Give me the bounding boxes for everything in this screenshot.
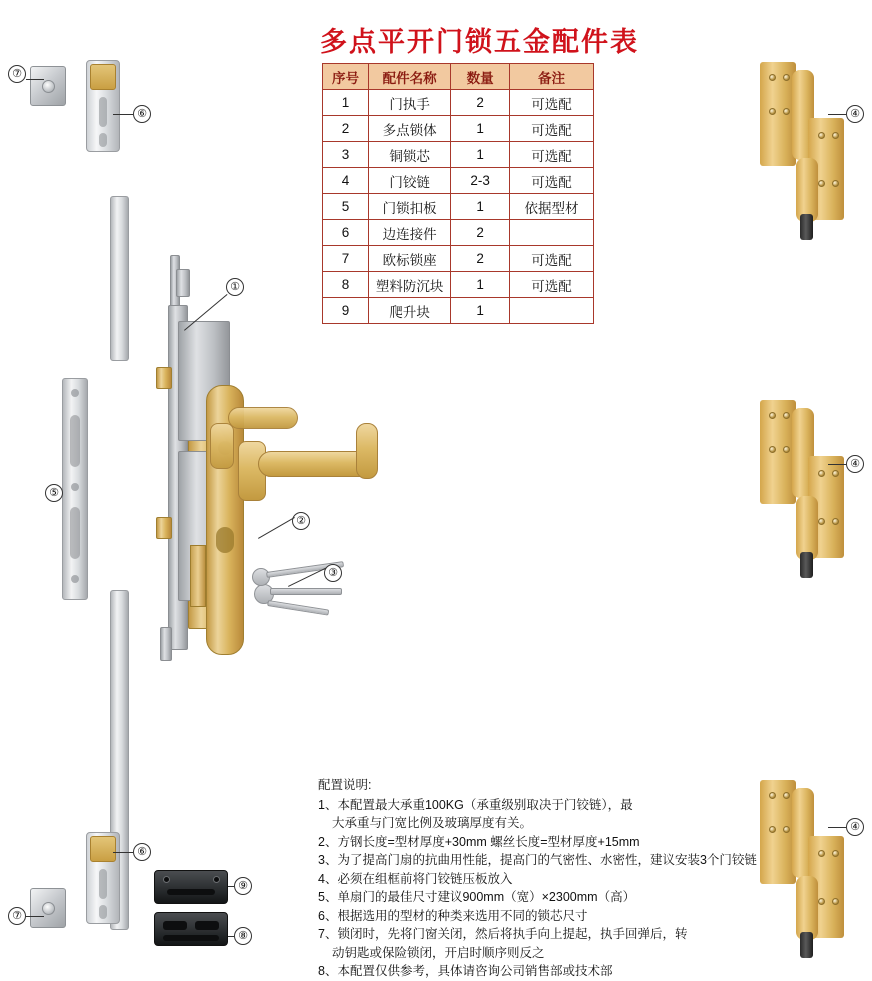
callout-4-top: ④: [846, 105, 864, 123]
hinge-screw: [769, 826, 776, 833]
hinge-screw: [832, 518, 839, 525]
hinge-screw: [818, 850, 825, 857]
connector-slot: [99, 133, 107, 147]
cell-qty: 2-3: [451, 168, 510, 194]
notes-heading: 配置说明:: [318, 778, 372, 792]
callout-6-bottom: ⑥: [133, 843, 151, 861]
euro-lock-seat: [30, 66, 66, 106]
hinge-pin: [800, 214, 813, 240]
strike-hole: [71, 389, 79, 397]
hinge-leaf-left: [760, 62, 796, 166]
door-hinge-bottom: [752, 780, 862, 955]
cell-qty: 1: [451, 298, 510, 324]
callout-3: ③: [324, 564, 342, 582]
cell-index: 3: [323, 142, 369, 168]
hinge-screw: [818, 132, 825, 139]
cell-index: 2: [323, 116, 369, 142]
leader-line: [113, 114, 133, 115]
notes-line-6: 6、根据选用的型材的种类来选用不同的锁芯尺寸: [318, 908, 588, 923]
hinge-pin: [800, 552, 813, 578]
table-row: [323, 90, 594, 116]
hinge-screw: [783, 826, 790, 833]
cell-name: 边连接件: [369, 220, 451, 246]
escutcheon-keyhole: [216, 527, 234, 553]
callout-4-middle: ④: [846, 455, 864, 473]
cell-note: 可选配: [509, 116, 593, 142]
hinge-leaf-left: [760, 400, 796, 504]
cell-note: 可选配: [509, 90, 593, 116]
cell-index: 6: [323, 220, 369, 246]
block-slot: [167, 889, 215, 895]
cell-note: 可选配: [509, 142, 593, 168]
hinge-screw: [818, 518, 825, 525]
leader-line: [113, 852, 133, 853]
hinge-screw: [783, 446, 790, 453]
connector-cap: [90, 836, 116, 862]
hinge-screw: [832, 850, 839, 857]
hinge-leaf-left: [760, 780, 796, 884]
page-title: 多点平开门锁五金配件表: [320, 27, 639, 58]
cell-index: 4: [323, 168, 369, 194]
hinge-screw: [783, 108, 790, 115]
connecting-rod-upper: [110, 196, 129, 361]
hinge-screw: [832, 132, 839, 139]
part-group-top-left: [8, 60, 138, 170]
climbing-block: [154, 870, 228, 904]
cell-name: 爬升块: [369, 298, 451, 324]
handle-tip-right: [356, 423, 378, 479]
hinge-screw: [832, 898, 839, 905]
hinge-knuckle-lower: [796, 496, 818, 560]
table-header-name: 配件名称: [369, 64, 451, 90]
table-header-index: 序号: [323, 64, 369, 90]
strike-slot: [70, 415, 80, 467]
cell-qty: 2: [451, 90, 510, 116]
euro-lock-seat: [30, 888, 66, 928]
notes-line-5: 5、单扇门的最佳尺寸建议900mm（宽）×2300mm（高）: [318, 890, 636, 904]
leader-line: [828, 114, 846, 115]
table-header-qty: 数量: [451, 64, 510, 90]
cell-note: 可选配: [509, 246, 593, 272]
strike-hole: [71, 483, 79, 491]
cell-name: 门锁扣板: [369, 194, 451, 220]
table-row: [323, 194, 594, 220]
cell-note: [509, 298, 593, 324]
connector-slot: [99, 97, 107, 127]
hinge-pin: [800, 932, 813, 958]
notes-line-8: 8、本配置仅供参考，具体请咨询公司销售部或技术部: [318, 964, 613, 978]
cell-name: 塑料防沉块: [369, 272, 451, 298]
notes-line-1b: 大承重与门宽比例及玻璃厚度有关。: [332, 816, 533, 830]
leader-line: [228, 936, 234, 937]
block-slot: [163, 935, 219, 941]
notes-line-7: 7、锁闭时，先将门窗关闭，然后将执手向上提起，执手回弹后，转: [318, 927, 688, 941]
hinge-knuckle-lower: [796, 158, 818, 222]
cell-name: 门铰链: [369, 168, 451, 194]
lock-hook-upper: [156, 367, 172, 389]
cell-note: 可选配: [509, 272, 593, 298]
table-row: [323, 168, 594, 194]
square-spindle: [190, 545, 206, 607]
hinge-screw: [832, 470, 839, 477]
hinge-screw: [769, 108, 776, 115]
cell-index: 9: [323, 298, 369, 324]
hinge-screw: [769, 792, 776, 799]
notes-line-2: 2、方钢长度=型材厚度+30mm 螺丝长度=型材厚度+15mm: [318, 834, 640, 849]
strike-plate: [62, 378, 88, 600]
callout-6-top: ⑥: [133, 105, 151, 123]
strike-hole: [71, 575, 79, 583]
table-header-note: 备注: [509, 64, 593, 90]
key-blade: [270, 588, 342, 595]
callout-7-top: ⑦: [8, 65, 26, 83]
key-blade: [267, 600, 329, 616]
table-row: [323, 116, 594, 142]
cell-note: 依据型材: [509, 194, 593, 220]
cell-index: 7: [323, 246, 369, 272]
configuration-notes: [318, 776, 757, 981]
lock-hook-lower: [156, 517, 172, 539]
notes-line-1: 1、本配置最大承重100KG（承重级别取决于门铰链），最: [318, 797, 633, 812]
brass-key-set: [248, 560, 368, 630]
callout-7-bottom: ⑦: [8, 907, 26, 925]
notes-line-7b: 动钥匙或保险锁闭，开启时顺序则反之: [332, 945, 545, 960]
leader-line: [828, 827, 846, 828]
table-header-row: [323, 64, 594, 90]
door-hinge-top: [752, 62, 862, 237]
cell-qty: 2: [451, 246, 510, 272]
connector-cap: [90, 64, 116, 90]
part-group-bottom-left: [8, 832, 138, 942]
handle-lever-left: [228, 407, 298, 429]
side-connector: [86, 60, 120, 152]
block-hole: [163, 876, 170, 883]
cell-qty: 1: [451, 194, 510, 220]
cell-index: 1: [323, 90, 369, 116]
anti-sink-block: [154, 912, 228, 946]
callout-1: ①: [226, 278, 244, 296]
callout-2: ②: [292, 512, 310, 530]
callout-5: ⑤: [45, 484, 63, 502]
hinge-screw: [783, 412, 790, 419]
leader-line: [228, 886, 234, 887]
block-slot: [163, 921, 187, 930]
callout-4-bottom: ④: [846, 818, 864, 836]
hinge-screw: [818, 898, 825, 905]
cell-note: [509, 220, 593, 246]
door-hinge-middle: [752, 400, 862, 575]
cell-qty: 1: [451, 116, 510, 142]
leader-line: [26, 79, 44, 80]
cell-name: 铜锁芯: [369, 142, 451, 168]
hinge-screw: [818, 470, 825, 477]
hinge-screw: [818, 180, 825, 187]
connector-slot: [99, 905, 107, 919]
callout-8: ⑧: [234, 927, 252, 945]
table-row: [323, 220, 594, 246]
hinge-screw: [783, 792, 790, 799]
cell-index: 8: [323, 272, 369, 298]
cell-qty: 1: [451, 142, 510, 168]
hinge-screw: [769, 74, 776, 81]
cell-name: 多点锁体: [369, 116, 451, 142]
callout-9: ⑨: [234, 877, 252, 895]
seat-hole: [42, 902, 55, 915]
cell-name: 门执手: [369, 90, 451, 116]
seat-hole: [42, 80, 55, 93]
handle-neck-left: [210, 423, 234, 469]
hinge-screw: [769, 412, 776, 419]
lock-top-hook: [176, 269, 190, 297]
cell-index: 5: [323, 194, 369, 220]
connector-slot: [99, 869, 107, 899]
table-row: [323, 142, 594, 168]
hinge-knuckle-lower: [796, 876, 818, 940]
cell-qty: 1: [451, 272, 510, 298]
side-connector: [86, 832, 120, 924]
hinge-screw: [769, 446, 776, 453]
lock-bottom-bolt: [160, 627, 172, 661]
strike-slot: [70, 507, 80, 559]
hinge-screw: [832, 180, 839, 187]
block-slot: [195, 921, 219, 930]
notes-line-4: 4、必须在组框前将门铰链压板放入: [318, 871, 513, 886]
block-hole: [213, 876, 220, 883]
cell-note: 可选配: [509, 168, 593, 194]
notes-line-3: 3、为了提高门扇的抗曲用性能，提高门的气密性、水密性，建议安装3个门铰链: [318, 853, 757, 867]
leader-line: [26, 916, 44, 917]
cell-name: 欧标锁座: [369, 246, 451, 272]
cell-qty: 2: [451, 220, 510, 246]
hinge-screw: [783, 74, 790, 81]
leader-line: [828, 464, 846, 465]
